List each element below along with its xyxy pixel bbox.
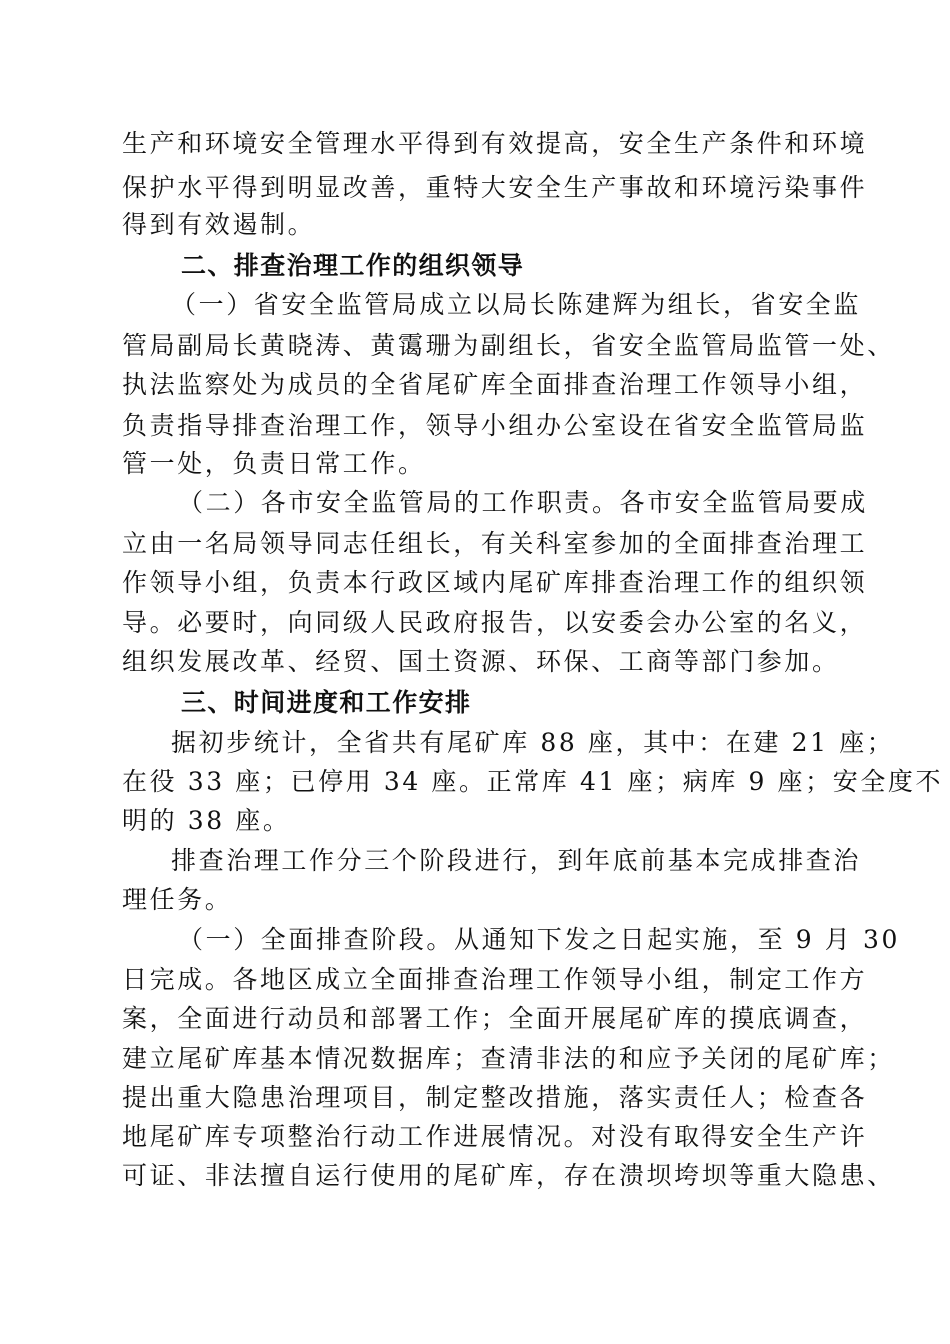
body-text-line: 立由一名局领导同志任组长，有关科室参加的全面排查治理工 xyxy=(122,529,868,558)
body-text-line: 负责指导排查治理工作，领导小组办公室设在省安全监管局监 xyxy=(122,411,868,440)
body-text-line: 地尾矿库专项整治行动工作进展情况。对没有取得安全生产许 xyxy=(122,1122,868,1151)
body-text-line: （一）省安全监管局成立以局长陈建辉为组长，省安全监 xyxy=(171,290,862,319)
body-text-line: （二）各市安全监管局的工作职责。各市安全监管局要成 xyxy=(178,488,869,517)
body-text-line: 明的 38 座。 xyxy=(122,806,291,835)
body-text-line: 保护水平得到明显改善，重特大安全生产事故和环境污染事件 xyxy=(122,173,868,202)
body-text-line: 作领导小组，负责本行政区域内尾矿库排查治理工作的组织领 xyxy=(122,568,868,597)
body-text-line: 排查治理工作分三个阶段进行，到年底前基本完成排查治 xyxy=(171,846,862,875)
body-text-line: 执法监察处为成员的全省尾矿库全面排查治理工作领导小组， xyxy=(122,370,868,399)
body-text-line: 管一处，负责日常工作。 xyxy=(122,449,426,478)
body-text-line: 管局副局长黄晓涛、黄霭珊为副组长，省安全监管局监管一处、 xyxy=(122,331,895,360)
section-heading: 二、排查治理工作的组织领导 xyxy=(181,251,525,280)
body-text-line: 组织发展改革、经贸、国土资源、环保、工商等部门参加。 xyxy=(122,647,840,676)
body-text-line: 理任务。 xyxy=(122,885,233,914)
body-text-line: 可证、非法擅自运行使用的尾矿库，存在溃坝垮坝等重大隐患、 xyxy=(122,1161,895,1190)
body-text-line: （一）全面排查阶段。从通知下发之日起实施，至 9 月 30 xyxy=(178,925,900,954)
body-text-line: 据初步统计，全省共有尾矿库 88 座，其中：在建 21 座； xyxy=(171,728,895,757)
body-text-line: 日完成。各地区成立全面排查治理工作领导小组，制定工作方 xyxy=(122,965,868,994)
body-text-line: 得到有效遏制。 xyxy=(122,210,316,239)
body-text-line: 生产和环境安全管理水平得到有效提高，安全生产条件和环境 xyxy=(122,129,868,158)
body-text-line: 建立尾矿库基本情况数据库；查清非法的和应予关闭的尾矿库； xyxy=(122,1044,895,1073)
section-heading: 三、时间进度和工作安排 xyxy=(181,688,472,717)
body-text-line: 案，全面进行动员和部署工作；全面开展尾矿库的摸底调查， xyxy=(122,1004,868,1033)
body-text-line: 在役 33 座；已停用 34 座。正常库 41 座；病库 9 座；安全度不 xyxy=(122,767,944,796)
body-text-line: 导。必要时，向同级人民政府报告，以安委会办公室的名义， xyxy=(122,608,868,637)
body-text-line: 提出重大隐患治理项目，制定整改措施，落实责任人；检查各 xyxy=(122,1083,868,1112)
